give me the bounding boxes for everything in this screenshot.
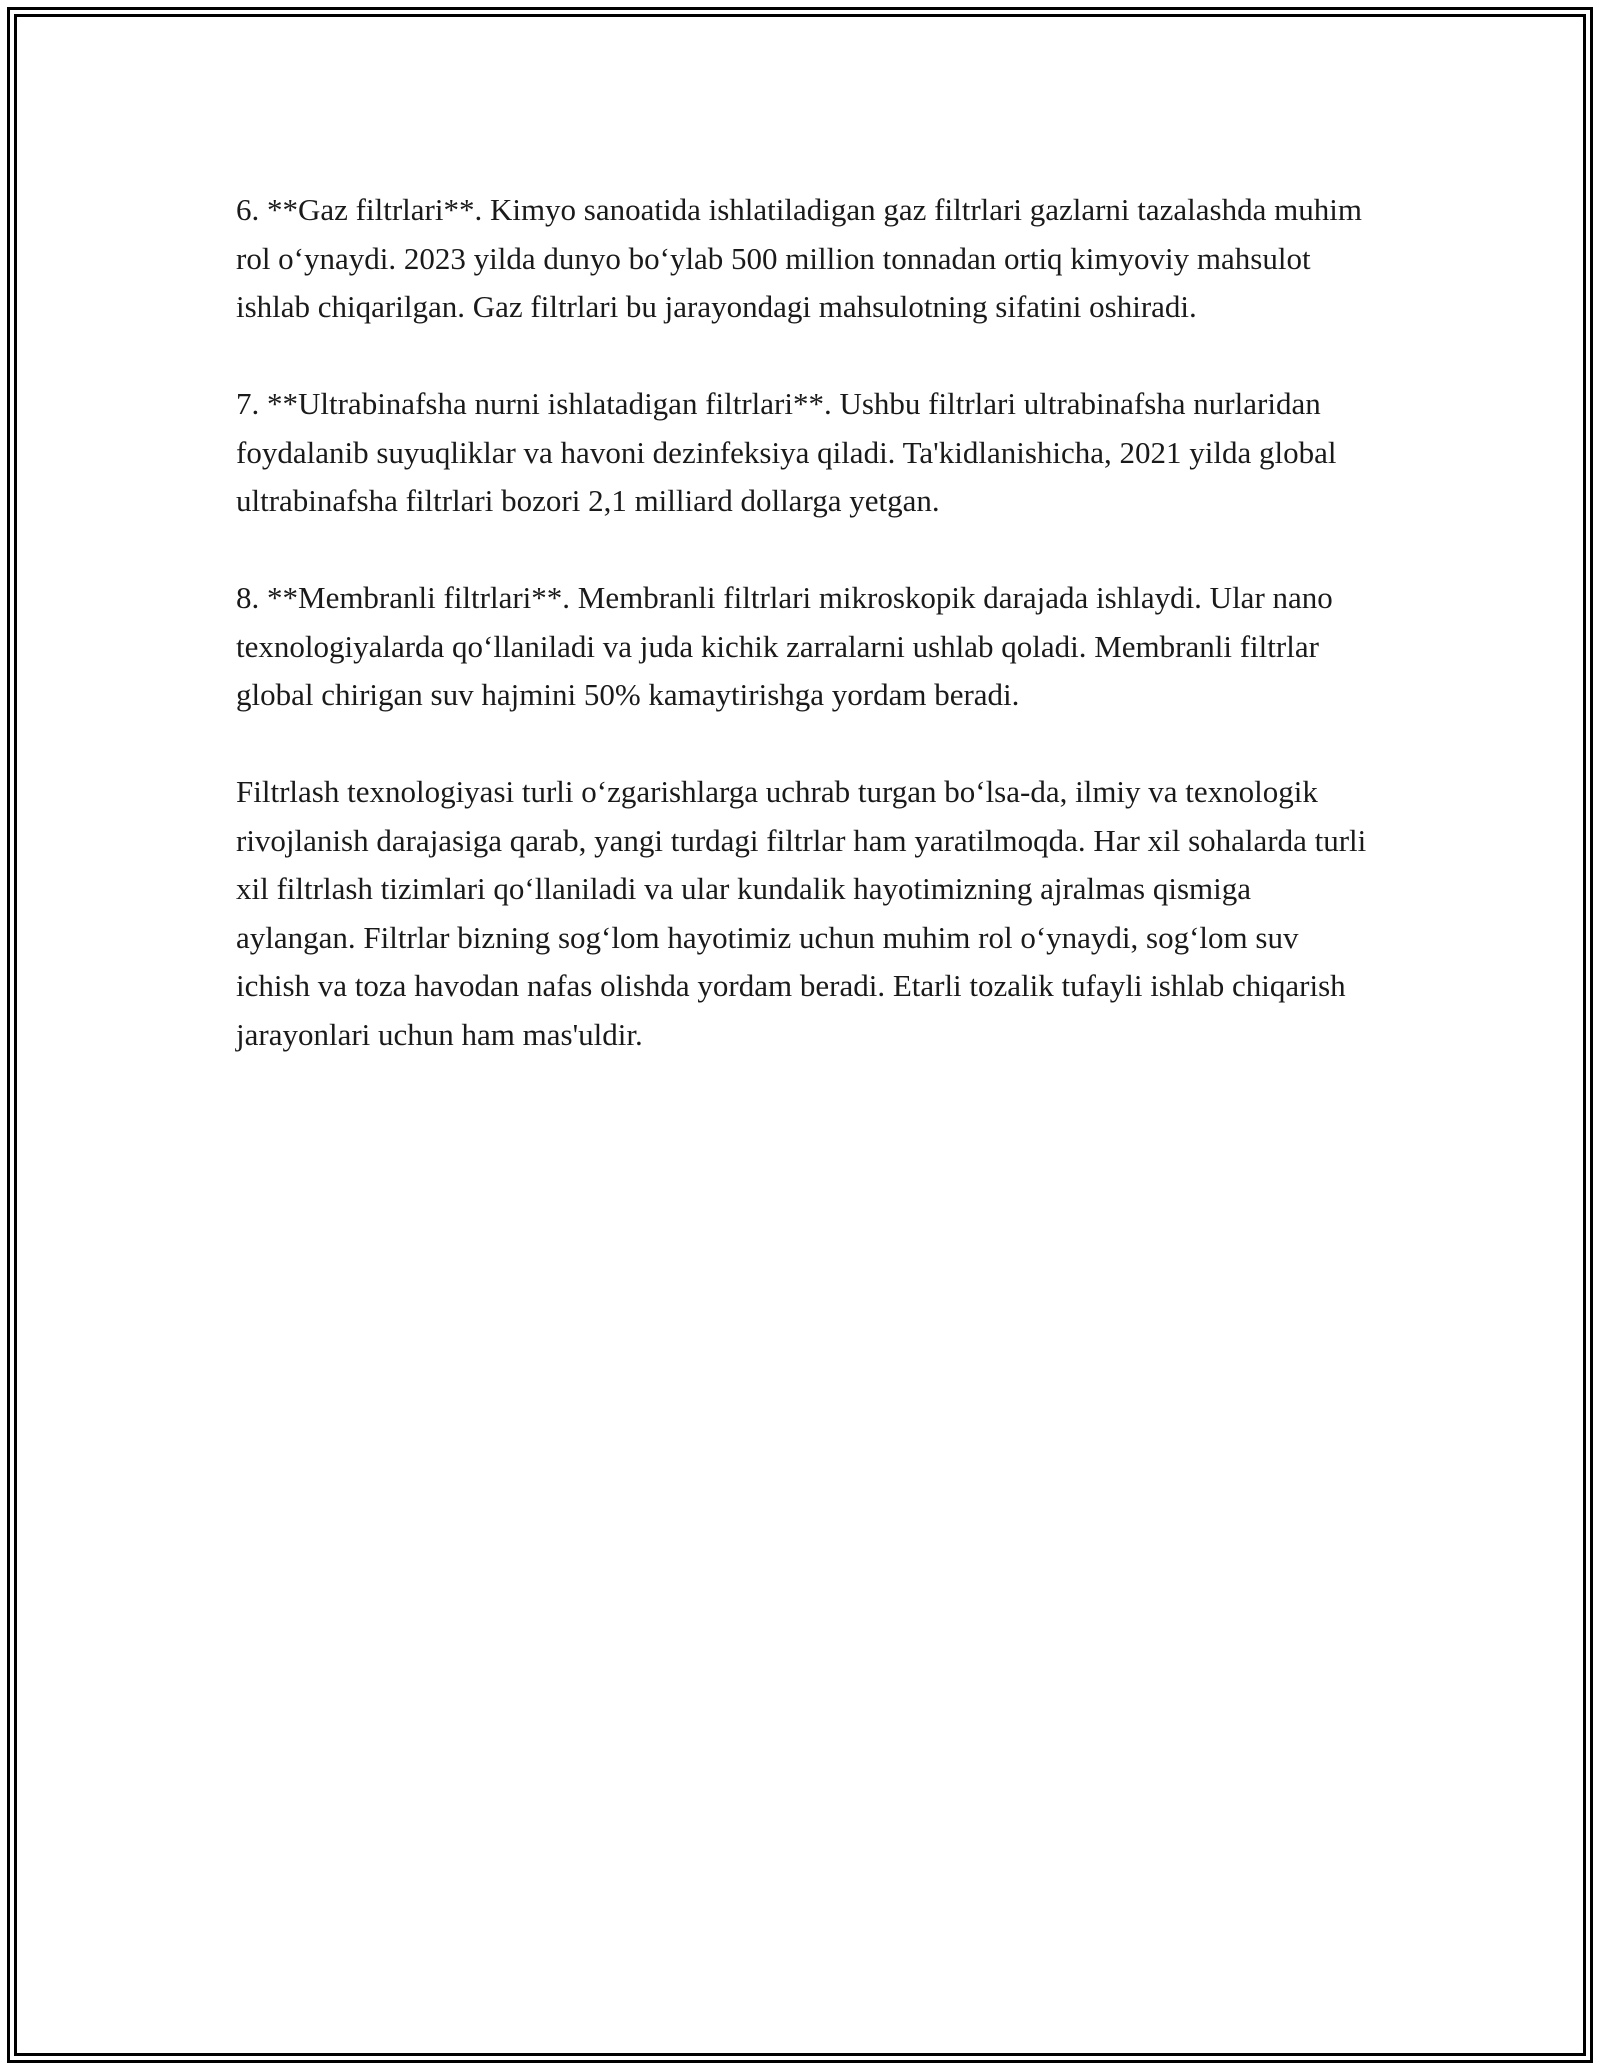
paragraph-ultraviolet-filters: 7. **Ultrabinafsha nurni ishlatadigan filtrlari**. Ushbu filtrlari ultrabinafsha nurlaridan foydalanib suyuqliklar va havoni dezinfeksiya qiladi. Ta'kidlanishicha, 2021 yilda global ultrabinafsha filtrlari bozori 2,1 milliard dollarga yetgan. — [236, 386, 1337, 518]
paragraph-membrane-filters: 8. **Membranli filtrlari**. Membranli filtrlari mikroskopik darajada ishlaydi. Ular nano texnologiyalarda qo‘llaniladi va juda kichik zarralarni ushlab qoladi. Membranli filtrlar global chirigan suv hajmini 50% kamaytirishga yordam beradi. — [236, 580, 1333, 712]
document-body — [236, 186, 1376, 1108]
paragraph-conclusion: Filtrlash texnologiyasi turli o‘zgarishlarga uchrab turgan bo‘lsa-da, ilmiy va texnologik rivojlanish darajasiga qarab, yangi turdagi filtrlar ham yaratilmoqda. Har xil sohalarda turli xil filtrlash tizimlari qo‘llaniladi va ular kundalik hayotimizning ajralmas qismiga aylangan. Filtrlar bizning sog‘lom hayotimiz uchun muhim rol o‘ynaydi, sog‘lom suv ichish va toza havodan nafas olishda yordam beradi. Etarli tozalik tufayli ishlab chiqarish jarayonlari uchun ham mas'uldir. — [236, 774, 1367, 1052]
paragraph-gas-filters: 6. **Gaz filtrlari**. Kimyo sanoatida ishlatiladigan gaz filtrlari gazlarni tazalashda muhim rol o‘ynaydi. 2023 yilda dunyo bo‘ylab 500 million tonnadan ortiq kimyoviy mahsulot ishlab chiqarilgan. Gaz filtrlari bu jarayondagi mahsulotning sifatini oshiradi. — [236, 192, 1362, 324]
